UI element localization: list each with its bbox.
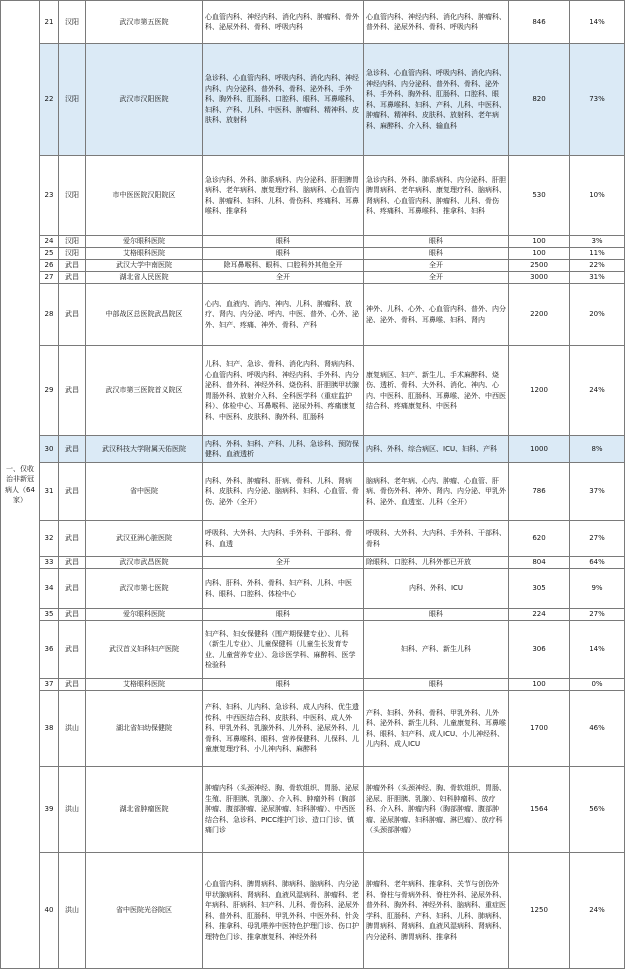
table-row bbox=[1, 853, 625, 969]
wards-cell: 心血管内科、神经内科、消化内科、肿瘤科、普外科、泌尿外科、骨科、呼吸内科 bbox=[364, 1, 509, 44]
wards-cell: 全开 bbox=[364, 272, 509, 284]
departments-cell: 眼科 bbox=[203, 248, 364, 260]
wards-cell: 眼科 bbox=[364, 236, 509, 248]
district-cell: 武昌 bbox=[59, 284, 86, 346]
wards-cell: 眼科 bbox=[364, 609, 509, 621]
district-cell: 汉阳 bbox=[59, 1, 86, 44]
departments-cell: 心血管内科、神经内科、消化内科、肿瘤科、骨外科、泌尿外科、骨科、呼吸内科 bbox=[203, 1, 364, 44]
wards-cell: 康复病区、妇产、新生儿、手术麻醉科、烧伤、透析、骨科、大外科、消化、神内、心内、中医科、肛肠科、耳鼻喉、泌外、中西医结合科、疼痛康复科、中医科 bbox=[364, 346, 509, 436]
beds-cell: 224 bbox=[509, 609, 570, 621]
departments-cell: 内科、外科、肿瘤科、肝病、骨科、儿科、肾病科、皮肤科、内分泌、脑病科、妇科、心血管、骨伤、泌外（全开） bbox=[203, 463, 364, 521]
departments-cell: 眼科 bbox=[203, 236, 364, 248]
beds-cell: 804 bbox=[509, 557, 570, 569]
district-cell: 洪山 bbox=[59, 767, 86, 853]
departments-cell: 内科、外科、妇科、产科、儿科、急诊科、预防保健科、血液透析 bbox=[203, 436, 364, 463]
table-row bbox=[1, 767, 625, 853]
percent-cell: 14% bbox=[570, 1, 625, 44]
percent-cell: 20% bbox=[570, 284, 625, 346]
percent-cell: 24% bbox=[570, 853, 625, 969]
district-cell: 汉阳 bbox=[59, 44, 86, 156]
row-number: 32 bbox=[40, 521, 59, 557]
row-number: 27 bbox=[40, 272, 59, 284]
departments-cell: 除耳鼻喉科、眼科、口腔科外其他全开 bbox=[203, 260, 364, 272]
percent-cell: 9% bbox=[570, 569, 625, 609]
table-row bbox=[1, 463, 625, 521]
hospital-name: 市中医医院汉阳院区 bbox=[86, 156, 203, 236]
table-row bbox=[1, 621, 625, 679]
wards-cell: 内科、外科、ICU bbox=[364, 569, 509, 609]
hospital-name: 武汉科技大学附属天佑医院 bbox=[86, 436, 203, 463]
wards-cell: 脑病科、老年病、心内、肿瘤、心血管、肝病、骨伤外科、神外、肾内、内分泌、甲乳外科、泌外、血透室、儿科（全开） bbox=[364, 463, 509, 521]
district-cell: 洪山 bbox=[59, 853, 86, 969]
district-cell: 武昌 bbox=[59, 679, 86, 691]
departments-cell: 心血管内科、脾胃病科、肺病科、脑病科、内分泌甲状腺病科、肾病科、血液风湿病科、肿瘤科、老年病科、肝病科、妇产科、儿科、骨伤科、泌尿外科、普外科、肛肠科、甲乳外科、中医外科、针灸科、推拿科、母乳喂养中医特色护理门诊、伤口护理特色门诊、推拿康复科、神经外科 bbox=[203, 853, 364, 969]
beds-cell: 786 bbox=[509, 463, 570, 521]
row-number: 25 bbox=[40, 248, 59, 260]
row-number: 37 bbox=[40, 679, 59, 691]
wards-cell: 除眼科、口腔科、儿科外都已开放 bbox=[364, 557, 509, 569]
hospital-name: 省中医院 bbox=[86, 463, 203, 521]
beds-cell: 305 bbox=[509, 569, 570, 609]
beds-cell: 1250 bbox=[509, 853, 570, 969]
hospital-name: 省中医院光谷院区 bbox=[86, 853, 203, 969]
hospital-name: 武汉市第五医院 bbox=[86, 1, 203, 44]
percent-cell: 8% bbox=[570, 436, 625, 463]
row-number: 22 bbox=[40, 44, 59, 156]
district-cell: 武昌 bbox=[59, 463, 86, 521]
hospital-name: 艾格眼科医院 bbox=[86, 679, 203, 691]
percent-cell: 14% bbox=[570, 621, 625, 679]
hospital-name: 武汉市武昌医院 bbox=[86, 557, 203, 569]
beds-cell: 3000 bbox=[509, 272, 570, 284]
departments-cell: 眼科 bbox=[203, 609, 364, 621]
table-row bbox=[1, 1, 625, 44]
percent-cell: 24% bbox=[570, 346, 625, 436]
row-number: 30 bbox=[40, 436, 59, 463]
row-number: 38 bbox=[40, 691, 59, 767]
percent-cell: 46% bbox=[570, 691, 625, 767]
table-row bbox=[1, 679, 625, 691]
row-number: 29 bbox=[40, 346, 59, 436]
hospital-name: 艾格眼科医院 bbox=[86, 248, 203, 260]
district-cell: 武昌 bbox=[59, 521, 86, 557]
departments-cell: 急诊科、心血管内科、呼吸内科、消化内科、神经内科、内分泌科、普外科、骨科、泌外科、手外科、胸外科、肛肠科、口腔科、眼科、耳鼻喉科、妇科、产科、儿科、中医科、肿瘤科、精神科、皮肤科、放射科 bbox=[203, 44, 364, 156]
table-row bbox=[1, 521, 625, 557]
district-cell: 武昌 bbox=[59, 569, 86, 609]
wards-cell: 肿瘤科、老年病科、推拿科、关节与创伤外科、脊柱与骨病外科、脊柱外科、泌尿外科、普外科、胸外科、神经外科、脑病科、重症医学科、肛肠科、产科、妇科、儿科、肺病科、脾胃病科、肾病科、血液风湿病科、肾病科、内分泌科、脾胃病科、推拿科 bbox=[364, 853, 509, 969]
district-cell: 汉阳 bbox=[59, 156, 86, 236]
table-row bbox=[1, 248, 625, 260]
row-number: 35 bbox=[40, 609, 59, 621]
hospital-name: 爱尔眼科医院 bbox=[86, 236, 203, 248]
table-row bbox=[1, 609, 625, 621]
hospital-name: 武汉大学中南医院 bbox=[86, 260, 203, 272]
departments-cell: 全开 bbox=[203, 557, 364, 569]
wards-cell: 内科、外科、综合病区、ICU、妇科、产科 bbox=[364, 436, 509, 463]
beds-cell: 846 bbox=[509, 1, 570, 44]
category-cell: 一、仅收治非新冠病人（64家） bbox=[1, 1, 40, 969]
district-cell: 武昌 bbox=[59, 621, 86, 679]
beds-cell: 100 bbox=[509, 236, 570, 248]
departments-cell: 呼吸科、大外科、大内科、手外科、干部科、骨科、血透 bbox=[203, 521, 364, 557]
table-row bbox=[1, 260, 625, 272]
wards-cell: 全开 bbox=[364, 260, 509, 272]
beds-cell: 1564 bbox=[509, 767, 570, 853]
percent-cell: 27% bbox=[570, 521, 625, 557]
table-row bbox=[1, 691, 625, 767]
hospital-name: 武汉市第七医院 bbox=[86, 569, 203, 609]
table-row bbox=[1, 436, 625, 463]
beds-cell: 1200 bbox=[509, 346, 570, 436]
hospital-name: 爱尔眼科医院 bbox=[86, 609, 203, 621]
departments-cell: 眼科 bbox=[203, 679, 364, 691]
row-number: 40 bbox=[40, 853, 59, 969]
percent-cell: 64% bbox=[570, 557, 625, 569]
district-cell: 武昌 bbox=[59, 557, 86, 569]
table-body bbox=[1, 1, 625, 969]
percent-cell: 31% bbox=[570, 272, 625, 284]
row-number: 33 bbox=[40, 557, 59, 569]
row-number: 36 bbox=[40, 621, 59, 679]
district-cell: 洪山 bbox=[59, 691, 86, 767]
hospital-name: 中部战区总医院武昌院区 bbox=[86, 284, 203, 346]
district-cell: 汉阳 bbox=[59, 236, 86, 248]
wards-cell: 眼科 bbox=[364, 679, 509, 691]
table-row bbox=[1, 44, 625, 156]
percent-cell: 22% bbox=[570, 260, 625, 272]
row-number: 28 bbox=[40, 284, 59, 346]
hospital-name: 武汉亚洲心脏医院 bbox=[86, 521, 203, 557]
row-number: 39 bbox=[40, 767, 59, 853]
departments-cell: 儿科、妇产、急诊、骨科、消化内科、肾病内科、心血管内科、呼吸内科、神经内科、手外科、内分泌科、普外科、神经外科、烧伤科、肝胆胰甲状腺胃肠外科、放射介入科、全科医学科（重症监护科）、体检中心、耳鼻喉科、泌尿外科、疼痛康复科、中医科、皮肤科、胸外科、肛肠科 bbox=[203, 346, 364, 436]
departments-cell: 产科、妇科、儿内科、急诊科、成人内科、优生遗传科、中西医结合科、皮肤科、中医科、成人外科、甲乳外科、乳腺外科、儿外科、泌尿外科、儿骨科、耳鼻喉科、眼科、营养保健科、儿保科、儿童康复理疗科、小儿神内科、麻醉科 bbox=[203, 691, 364, 767]
departments-cell: 心内、血液内、消内、神内、儿科、肿瘤科、放疗、肾内、内分泌、呼内、中医、普外、心外、泌外、妇产、疼痛、神外、骨科、产科 bbox=[203, 284, 364, 346]
departments-cell: 内科、肝科、外科、骨科、妇产科、儿科、中医科、眼科、口腔科、体检中心 bbox=[203, 569, 364, 609]
wards-cell: 妇科、产科、新生儿科 bbox=[364, 621, 509, 679]
beds-cell: 100 bbox=[509, 679, 570, 691]
row-number: 24 bbox=[40, 236, 59, 248]
row-number: 21 bbox=[40, 1, 59, 44]
departments-cell: 妇产科、妇女保健科（围产期保健专业）、儿科（新生儿专业）、儿童保健科（儿童生长发育专业、儿童营养专业）、急诊医学科、麻醉科、医学检验科 bbox=[203, 621, 364, 679]
beds-cell: 530 bbox=[509, 156, 570, 236]
row-number: 23 bbox=[40, 156, 59, 236]
wards-cell: 肿瘤外科（头颈神经、胸、骨软组织、胃肠、泌尿、肝胆胰、乳腺）、妇科肿瘤科、放疗科、介入科、肿瘤内科（胸部肿瘤、腹部肿瘤、泌尿肿瘤、妇科肿瘤、淋巴瘤）、放疗科（头颈部肿瘤） bbox=[364, 767, 509, 853]
table-row bbox=[1, 272, 625, 284]
beds-cell: 1700 bbox=[509, 691, 570, 767]
departments-cell: 肿瘤内科（头颈神经、胸、骨软组织、胃肠、泌尿生殖、肝胆胰、乳腺）、介入科、肿瘤外科（胸部肿瘤、腹部肿瘤、泌尿肿瘤、妇科肿瘤）、中西医结合科、急诊科、PICC维护门诊、造口门诊、镇痛门诊 bbox=[203, 767, 364, 853]
percent-cell: 11% bbox=[570, 248, 625, 260]
district-cell: 武昌 bbox=[59, 436, 86, 463]
row-number: 34 bbox=[40, 569, 59, 609]
percent-cell: 27% bbox=[570, 609, 625, 621]
wards-cell: 眼科 bbox=[364, 248, 509, 260]
table-row bbox=[1, 346, 625, 436]
table-row bbox=[1, 236, 625, 248]
percent-cell: 3% bbox=[570, 236, 625, 248]
hospital-name: 湖北省人民医院 bbox=[86, 272, 203, 284]
beds-cell: 100 bbox=[509, 248, 570, 260]
wards-cell: 产科、妇科、外科、骨科、甲乳外科、儿外科、泌外科、新生儿科、儿童康复科、耳鼻喉科、眼科、妇产科、成人ICU、小儿神经科、儿内科、成人ICU bbox=[364, 691, 509, 767]
percent-cell: 56% bbox=[570, 767, 625, 853]
wards-cell: 急诊科、心血管内科、呼吸内科、消化内科、神经内科、内分泌科、普外科、骨科、泌外科、手外科、胸外科、肛肠科、口腔科、眼科、耳鼻喉科、妇科、产科、儿科、中医科、肿瘤科、精神科、皮肤科、放射科、老年病科、麻醉科、介入科、输血科 bbox=[364, 44, 509, 156]
district-cell: 武昌 bbox=[59, 272, 86, 284]
table-row bbox=[1, 284, 625, 346]
departments-cell: 全开 bbox=[203, 272, 364, 284]
row-number: 31 bbox=[40, 463, 59, 521]
district-cell: 武昌 bbox=[59, 260, 86, 272]
percent-cell: 37% bbox=[570, 463, 625, 521]
hospital-name: 湖北省肿瘤医院 bbox=[86, 767, 203, 853]
table-row bbox=[1, 156, 625, 236]
percent-cell: 10% bbox=[570, 156, 625, 236]
beds-cell: 2500 bbox=[509, 260, 570, 272]
percent-cell: 0% bbox=[570, 679, 625, 691]
beds-cell: 820 bbox=[509, 44, 570, 156]
beds-cell: 2200 bbox=[509, 284, 570, 346]
wards-cell: 神外、儿科、心外、心血管内科、普外、内分泌、泌外、骨科、耳鼻喉、妇科、肾内 bbox=[364, 284, 509, 346]
percent-cell: 73% bbox=[570, 44, 625, 156]
wards-cell: 呼吸科、大外科、大内科、手外科、干部科、骨科 bbox=[364, 521, 509, 557]
table-row bbox=[1, 557, 625, 569]
hospital-name: 武汉市汉阳医院 bbox=[86, 44, 203, 156]
district-cell: 武昌 bbox=[59, 346, 86, 436]
departments-cell: 急诊内科、外科、肺系病科、内分泌科、肝胆脾胃病科、老年病科、康复理疗科、脑病科、心血管内科、肿瘤科、妇科、儿科、骨伤科、疼痛科、耳鼻喉科、推拿科 bbox=[203, 156, 364, 236]
hospital-name: 武汉首义妇科妇产医院 bbox=[86, 621, 203, 679]
district-cell: 汉阳 bbox=[59, 248, 86, 260]
table-row bbox=[1, 569, 625, 609]
wards-cell: 急诊内科、外科、肺系病科、内分泌科、肝胆脾胃病科、老年病科、康复理疗科、脑病科、肾病科、心血管内科、肿瘤科、儿科、骨伤科、疼痛科、耳鼻喉科、推拿科、妇科 bbox=[364, 156, 509, 236]
beds-cell: 306 bbox=[509, 621, 570, 679]
hospital-name: 武汉市第三医院首义院区 bbox=[86, 346, 203, 436]
hospital-name: 湖北省妇幼保健院 bbox=[86, 691, 203, 767]
district-cell: 武昌 bbox=[59, 609, 86, 621]
beds-cell: 620 bbox=[509, 521, 570, 557]
beds-cell: 1000 bbox=[509, 436, 570, 463]
row-number: 26 bbox=[40, 260, 59, 272]
